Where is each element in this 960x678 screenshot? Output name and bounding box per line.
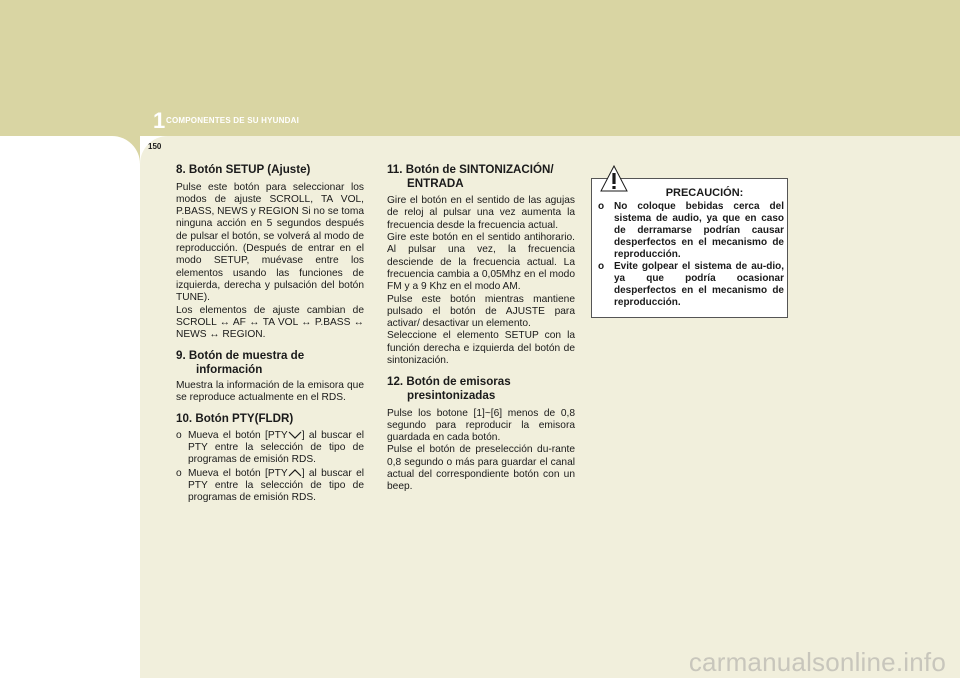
- header-band: [0, 0, 960, 136]
- caution-list: [598, 201, 784, 309]
- chapter-title: COMPONENTES DE SU HYUNDAI: [166, 116, 300, 125]
- list-item: o Mueva el botón [PTY ] al buscar el PTY entre la selección de tipo de programas de emisión RDS.: [176, 429, 364, 466]
- section-11-text-4: Seleccione el elemento SETUP con la función derecha e izquierda del botón de sintonización.: [387, 330, 575, 367]
- chevron-down-icon: [288, 431, 302, 439]
- watermark: carmanualsonline.info: [688, 647, 946, 677]
- section-11-text: Gire el botón en el sentido de las agujas de reloj al pulsar una vez aumenta la frecuencia desde la frecuencia actual.: [387, 195, 575, 231]
- section-10-list: [176, 430, 364, 505]
- section-12-text-2: Pulse el botón de preselección du-rante 0,8 segundo o más para guardar el canal actual del correspondiente botón con un beep.: [387, 444, 575, 493]
- chapter-number: 1: [153, 108, 166, 133]
- section-11-text-3: Pulse este botón mientras mantiene pulsado el botón de AJUSTE para activar/ desactivar un elemento.: [387, 293, 575, 330]
- caution-box: [591, 178, 788, 318]
- list-item: o No coloque bebidas cerca del sistema de audio, ya que en caso de derramarse podrían causar desperfectos en el mecanismo de reproducción.: [598, 201, 784, 260]
- section-9-text: Muestra la información de la emisora que se reproduce actualmente en el RDS.: [176, 379, 364, 403]
- column-left: [176, 163, 364, 506]
- section-12-text: Pulse los botone [1]~[6] menos de 0,8 segundo para reproducir la emisora guardada en cada botón.: [387, 407, 575, 444]
- page-corner: [112, 136, 140, 164]
- section-8-text: Pulse este botón para seleccionar los modos de ajuste SCROLL, TA VOL, P.BASS, NEWS y REGION Si no se toma ninguna acción en 5 segundos después de pulsar el botón, se volverá al modo de reproducción. (Después de entrar en el modo SETUP, muévase entre los elementos usando las funciones de izquierda, derecha y pulsación del botón TUNE).: [176, 181, 364, 304]
- caution-title: PRECAUCIÓN:: [665, 187, 744, 199]
- section-9-title: 9. Botón de muestra de información: [176, 349, 305, 377]
- column-middle: [387, 163, 575, 494]
- chevron-up-icon: [288, 469, 302, 477]
- page-number: 150: [148, 142, 162, 151]
- section-8-title: 8. Botón SETUP (Ajuste): [176, 163, 311, 176]
- list-item: o Mueva el botón [PTY ] al buscar el PTY entre la selección de tipo de programas de emisión RDS.: [176, 467, 364, 504]
- section-11-title: 11. Botón de SINTONIZACIÓN/ ENTRADA: [387, 163, 554, 190]
- section-10-title: 10. Botón PTY(FLDR): [176, 412, 294, 426]
- list-item: o Evite golpear el sistema de au-dio, ya que podría ocasionar desperfectos en el mecanismo de reproducción.: [598, 261, 784, 308]
- section-11-text-2: Gire este botón en el sentido antihorario. Al pulsar una vez, la frecuencia desciende de la frecuencia actual. La frecuencia cambia a 0,05Mhz en el modo FM y a 9 Khz en el modo AM.: [387, 232, 575, 293]
- section-8-text-2: Los elementos de ajuste cambian de SCROLL ↔ AF ↔ TA VOL ↔ P.BASS ↔ NEWS ↔ REGION.: [176, 304, 364, 341]
- section-12-title: 12. Botón de emisoras presintonizadas: [387, 375, 511, 402]
